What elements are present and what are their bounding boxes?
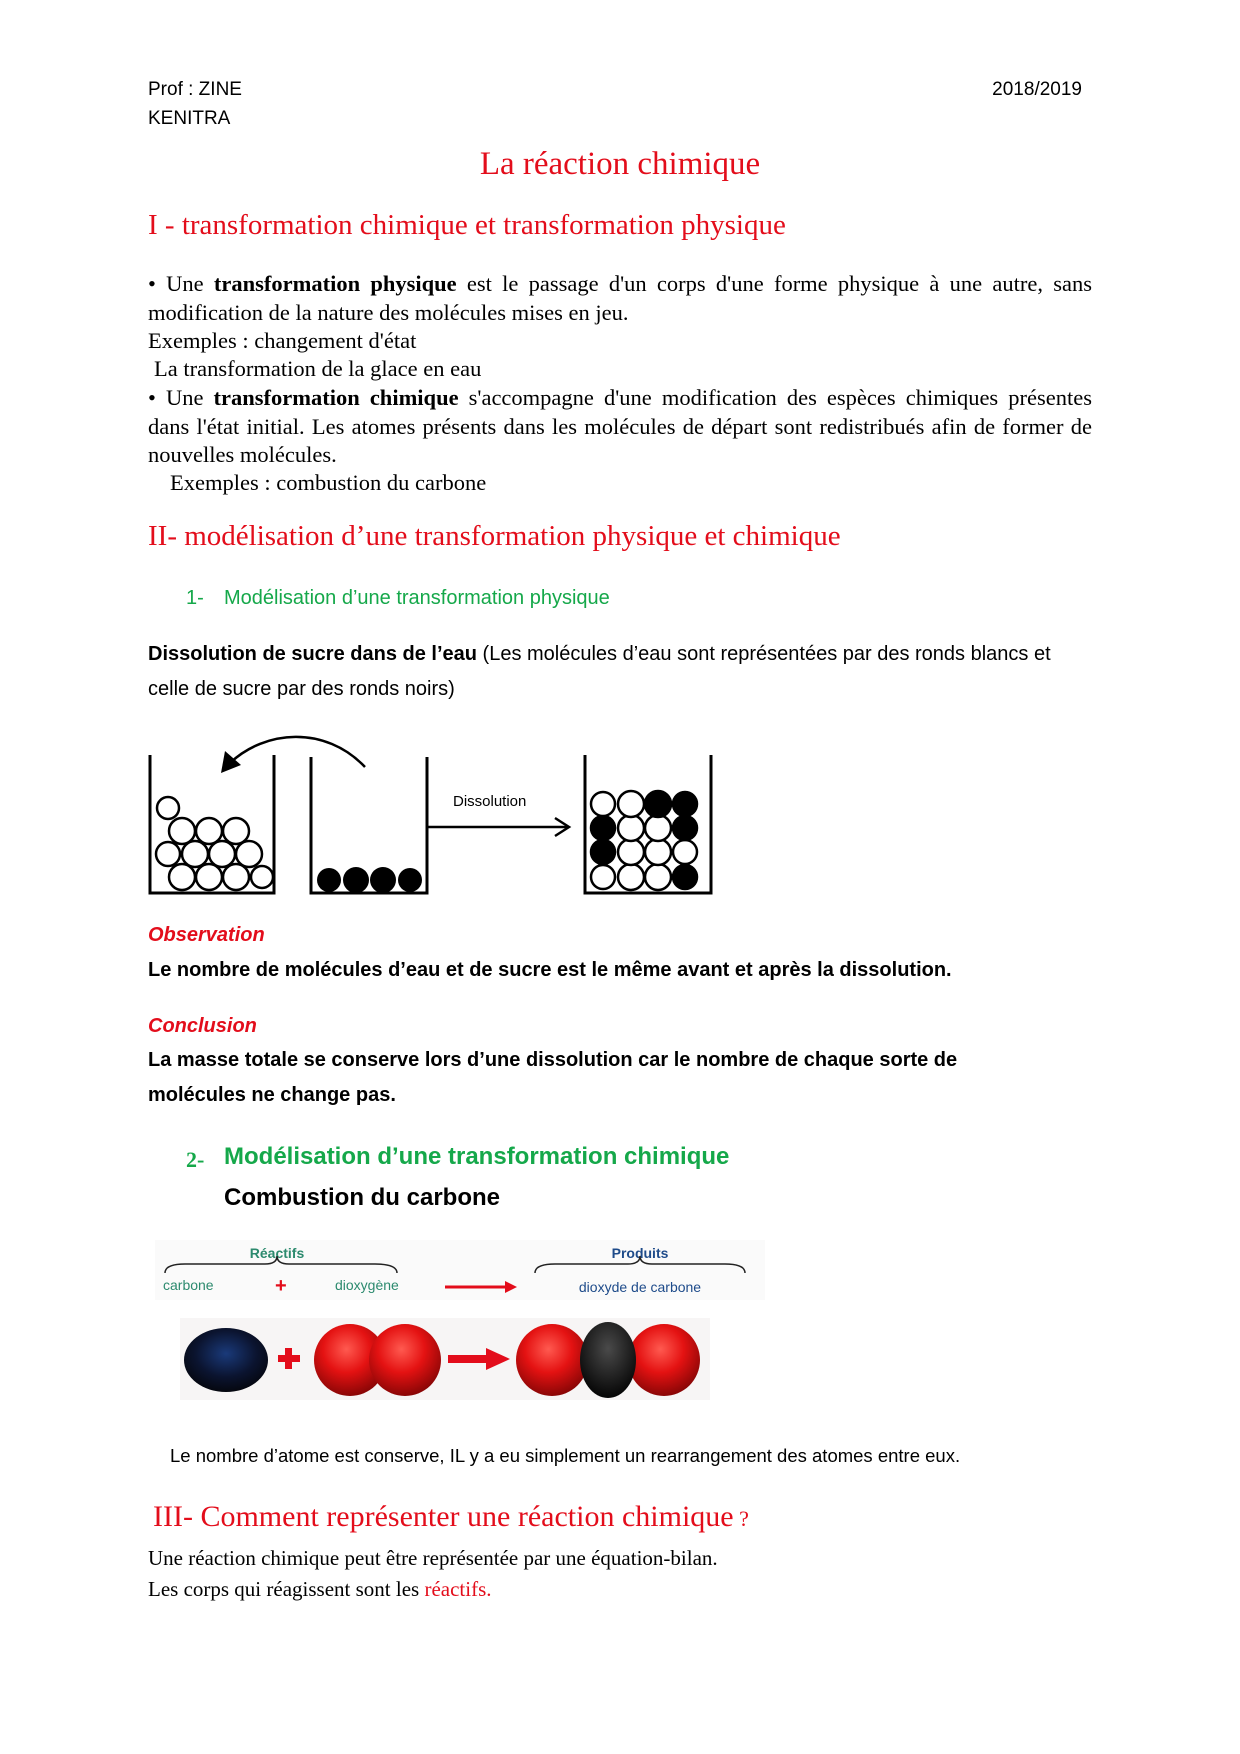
section-2-heading: II- modélisation d’une transformation physique et chimique xyxy=(148,520,841,552)
plus-sign: + xyxy=(275,1275,287,1297)
atom-conservation-note: Le nombre d’atome est conserve, IL y a eu simplement un rearrangement des atomes entre eux. xyxy=(170,1445,961,1466)
co2-carbon xyxy=(580,1322,636,1398)
term-chemical: transformation chimique xyxy=(213,385,459,410)
water-molecules xyxy=(156,797,273,890)
section-1-heading: I - transformation chimique et transformation physique xyxy=(148,209,786,241)
subsection-2-subtitle: Combustion du carbone xyxy=(224,1184,500,1211)
subsection-2-number: 2- xyxy=(186,1147,205,1172)
molecule-model-image xyxy=(180,1318,710,1400)
conclusion-label: Conclusion xyxy=(148,1015,257,1037)
plus-symbol-v xyxy=(285,1348,292,1369)
section-3-heading: III- Comment représenter une réaction chimique ? xyxy=(153,1500,749,1533)
dioxyde-label: dioxyde de carbone xyxy=(578,1279,702,1295)
produits-label: Produits xyxy=(611,1245,669,1261)
prof-name: Prof : ZINE xyxy=(148,79,242,100)
example-1-label: Exemples : changement d'état xyxy=(148,328,417,353)
subsection-1-title: Modélisation d’une transformation physique xyxy=(224,587,610,609)
page-title: La réaction chimique xyxy=(479,146,761,182)
reaction-words-diagram xyxy=(155,1240,765,1300)
example-2-text: Exemples : combustion du carbone xyxy=(170,470,487,495)
bullet-chemical: • Une transformation chimique s'accompagne d'une modification des espèces chimiques présentes dans l'état initial. Les atomes présents dans les molécules de départ sont redistribués afin de former de nouvelles molécules. xyxy=(148,385,1092,467)
section-3-line-2: Les corps qui réagissent sont les réactifs. xyxy=(148,1577,492,1601)
bullet-physical: • Une transformation physique est le passage d'un corps d'une forme physique à une autre, sans modification de la nature des molécules mises en jeu. xyxy=(148,271,1092,325)
dissolution-diagram xyxy=(145,725,725,900)
carbone-label: carbone xyxy=(163,1277,214,1293)
solution-molecules xyxy=(591,791,697,890)
pour-arrow-head xyxy=(221,751,241,773)
co2-oxygen-2 xyxy=(628,1324,700,1396)
co2-oxygen-1 xyxy=(516,1324,588,1396)
observation-text: Le nombre de molécules d’eau et de sucre est le même avant et après la dissolution. xyxy=(148,959,952,981)
reactifs-label: Réactifs xyxy=(249,1245,305,1261)
term-physical: transformation physique xyxy=(213,271,457,296)
header-block xyxy=(148,75,242,133)
observation-label: Observation xyxy=(148,924,265,946)
sugar-molecules xyxy=(317,867,422,893)
city-name: KENITRA xyxy=(148,108,231,129)
example-1-text: La transformation de la glace en eau xyxy=(154,356,482,381)
subsection-1-number: 1- xyxy=(186,587,204,609)
subsection-2-title: Modélisation d’une transformation chimique xyxy=(224,1143,730,1170)
dissolution-label: Dissolution xyxy=(453,793,527,810)
dissolution-paragraph: Dissolution de sucre dans de l’eau (Les molécules d’eau sont représentées par des ronds blancs et celle de sucre par des ronds noirs) xyxy=(148,643,1051,700)
oxygen-atom-2 xyxy=(369,1324,441,1396)
section-3-line-1: Une réaction chimique peut être représentée par une équation-bilan. xyxy=(148,1546,718,1570)
pour-arrow-curve xyxy=(230,737,365,767)
dioxygene-label: dioxygène xyxy=(335,1277,399,1293)
reactifs-term: réactifs. xyxy=(424,1577,492,1601)
molecule-arrow-line xyxy=(448,1355,488,1363)
school-year: 2018/2019 xyxy=(992,79,1082,100)
dissolution-bold: Dissolution de sucre dans de l’eau xyxy=(148,643,477,665)
conclusion-text: La masse totale se conserve lors d’une dissolution car le nombre de chaque sorte de molécules ne change pas. xyxy=(148,1049,958,1106)
carbon-atom xyxy=(184,1328,268,1392)
